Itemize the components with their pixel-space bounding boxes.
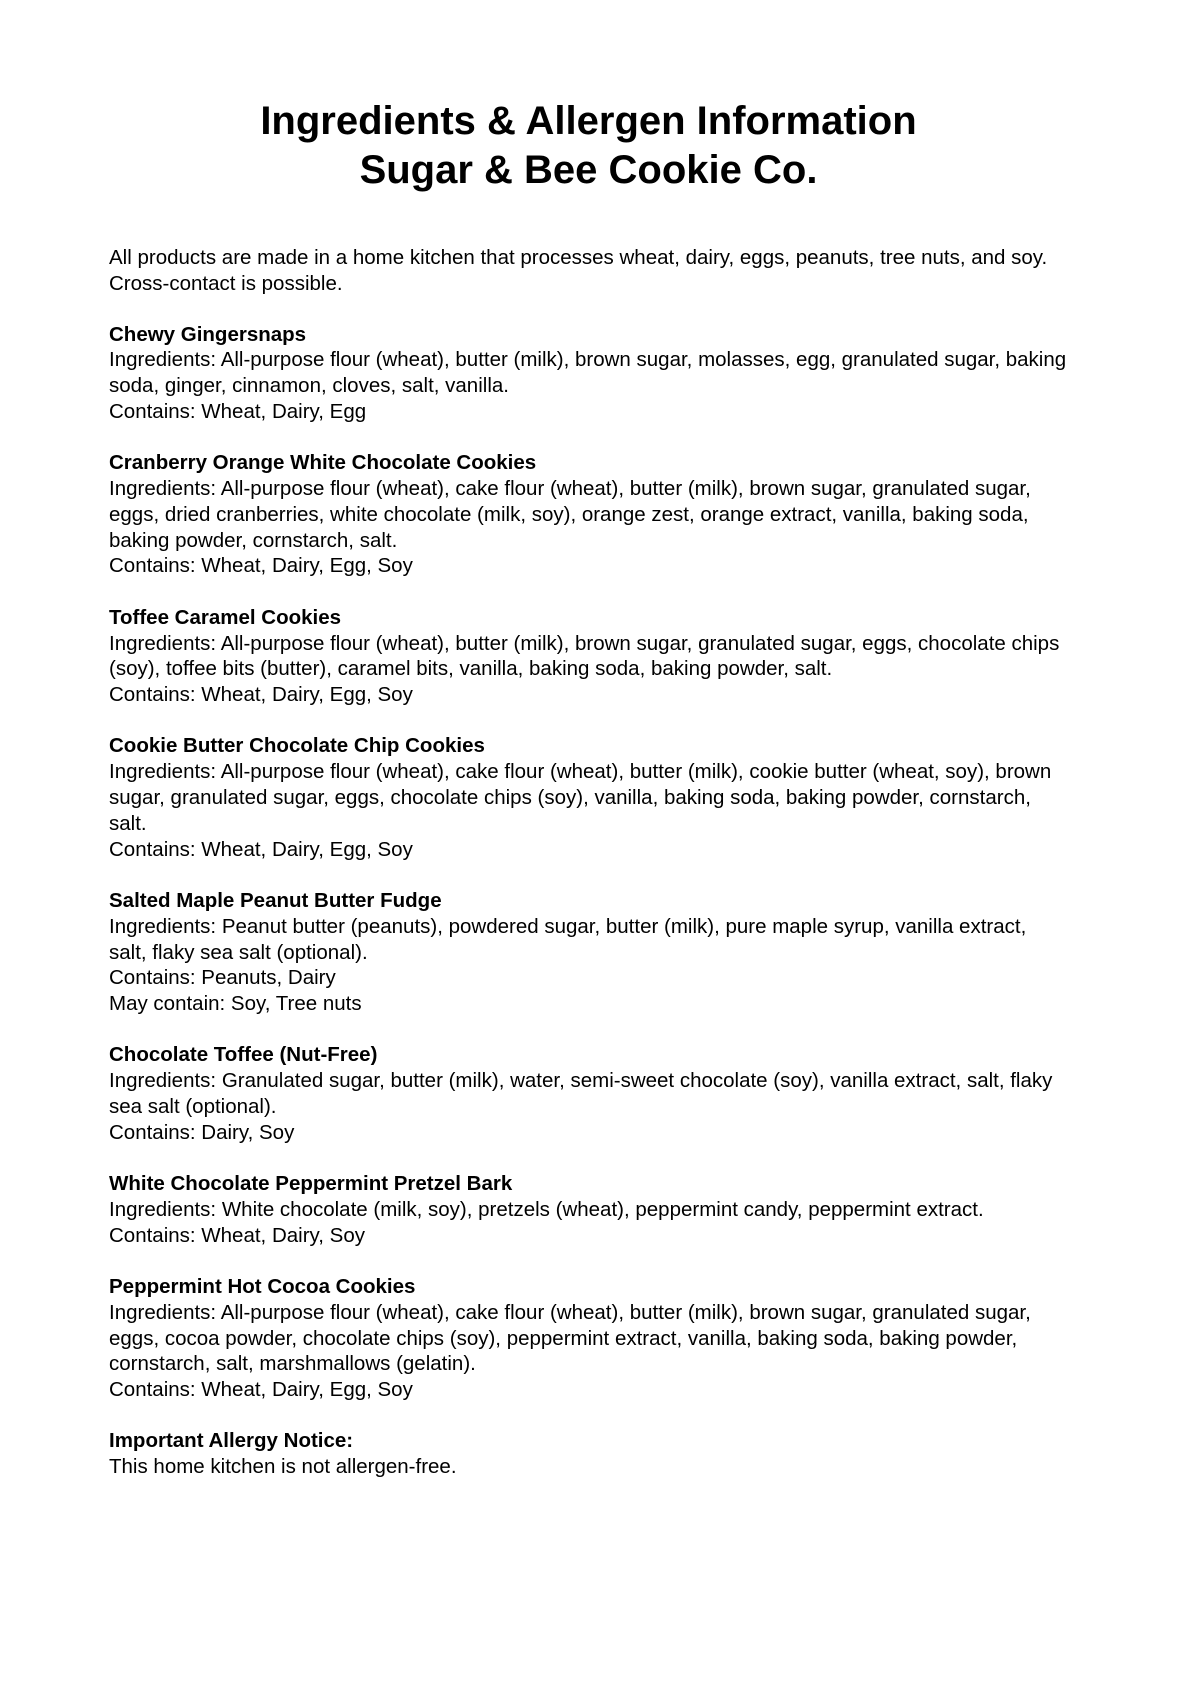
product-section [109,733,1069,862]
intro-paragraph: All products are made in a home kitchen that processes wheat, dairy, eggs, peanuts, tree nuts, and soy. Cross-contact is possible. [109,246,1048,295]
title-line-2: Sugar & Bee Cookie Co. [359,148,818,192]
allergy-notice-heading: Important Allergy Notice: [109,1429,354,1453]
product-ingredients: Ingredients: All-purpose flour (wheat), butter (milk), brown sugar, molasses, egg, granulated sugar, baking soda, ginger, cinnamon, cloves, salt, vanilla. [109,348,1067,398]
allergy-notice [109,1428,1069,1480]
product-contains: Contains: Wheat, Dairy, Egg, Soy [109,837,413,861]
product-contains: Contains: Wheat, Dairy, Soy [109,1223,365,1247]
product-contains: Contains: Peanuts, Dairy [109,966,336,990]
product-name: Cookie Butter Chocolate Chip Cookies [109,734,485,758]
product-may-contain: May contain: Soy, Tree nuts [109,992,362,1016]
product-name: Toffee Caramel Cookies [109,605,342,629]
document-body [109,245,1069,1480]
product-contains: Contains: Wheat, Dairy, Egg [109,399,367,423]
product-ingredients: Ingredients: Peanut butter (peanuts), powdered sugar, butter (milk), pure maple syrup, vanilla extract, salt, flaky sea salt (optional). [109,914,1027,964]
product-name: Salted Maple Peanut Butter Fudge [109,888,442,912]
product-ingredients: Ingredients: White chocolate (milk, soy), pretzels (wheat), peppermint candy, peppermint extract. [109,1197,984,1221]
allergy-notice-text: This home kitchen is not allergen-free. [109,1455,457,1479]
product-contains: Contains: Wheat, Dairy, Egg, Soy [109,1378,413,1402]
product-ingredients: Ingredients: All-purpose flour (wheat), cake flour (wheat), butter (milk), cookie butter (wheat, soy), brown sugar, granulated sugar, eggs, chocolate chips (soy), vanilla, baking soda, baking powder, cornstarch, salt. [109,760,1052,835]
product-section [109,1274,1069,1403]
product-name: White Chocolate Peppermint Pretzel Bark [109,1172,513,1196]
product-section [109,888,1069,1017]
product-ingredients: Ingredients: All-purpose flour (wheat), butter (milk), brown sugar, granulated sugar, eggs, chocolate chips (soy), toffee bits (butter), caramel bits, vanilla, baking soda, baking powder, salt. [109,631,1060,681]
product-name: Chocolate Toffee (Nut-Free) [109,1043,378,1067]
product-section [109,605,1069,708]
product-name: Cranberry Orange White Chocolate Cookies [109,451,537,475]
product-contains: Contains: Dairy, Soy [109,1120,295,1144]
product-ingredients: Ingredients: Granulated sugar, butter (milk), water, semi-sweet chocolate (soy), vanilla extract, salt, flaky sea salt (optional). [109,1069,1053,1119]
product-contains: Contains: Wheat, Dairy, Egg, Soy [109,554,413,578]
product-section [109,450,1069,579]
page-title [0,97,1177,195]
product-ingredients: Ingredients: All-purpose flour (wheat), cake flour (wheat), butter (milk), brown sugar, granulated sugar, eggs, dried cranberries, white chocolate (milk, soy), orange zest, orange extract, vanilla, baking soda, baking powder, cornstarch, salt. [109,477,1031,552]
product-name: Chewy Gingersnaps [109,322,307,346]
product-section [109,1042,1069,1145]
product-section [109,1171,1069,1248]
product-contains: Contains: Wheat, Dairy, Egg, Soy [109,683,413,707]
title-line-1: Ingredients & Allergen Information [260,99,917,143]
product-name: Peppermint Hot Cocoa Cookies [109,1275,416,1298]
product-ingredients: Ingredients: All-purpose flour (wheat), cake flour (wheat), butter (milk), brown sugar, granulated sugar, eggs, cocoa powder, chocolate chips (soy), peppermint extract, vanilla, baking soda, baking powder, cornstarch, salt, marshmallows (gelatin). [109,1300,1031,1376]
product-section [109,322,1069,425]
